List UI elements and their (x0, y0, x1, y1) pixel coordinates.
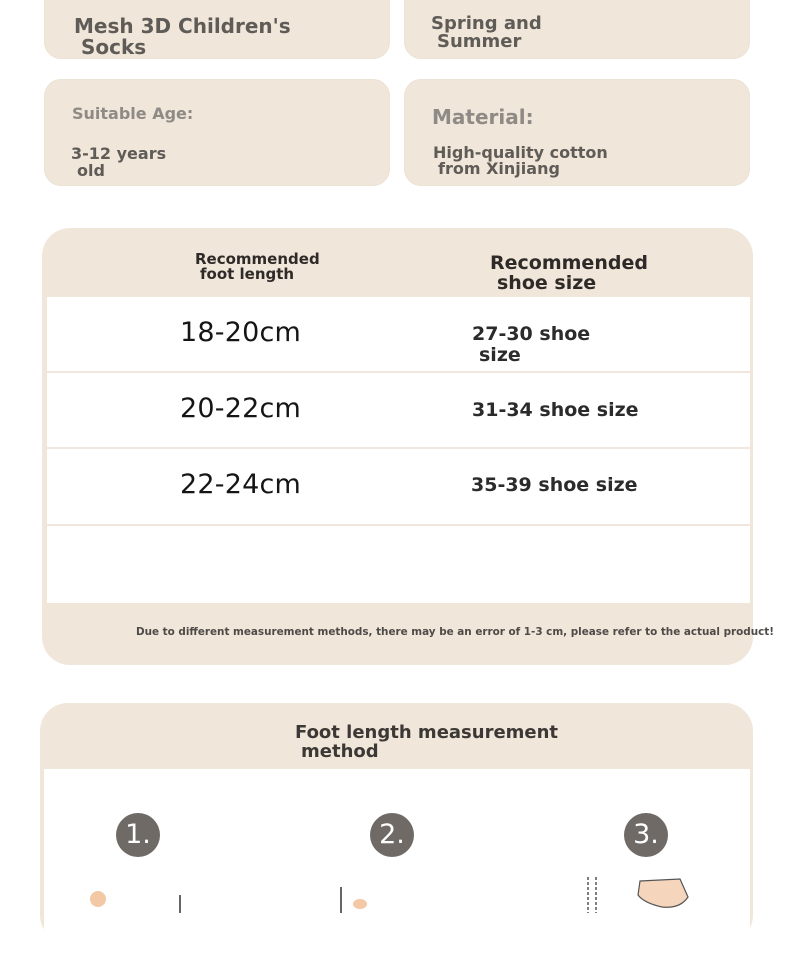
foot-length-header-line-2: foot length (200, 265, 295, 283)
foot-length-cell: 22-24cm (180, 469, 302, 500)
material-value-line-2: from Xinjiang (438, 159, 560, 178)
foot-length-header-line-1: Recommended (195, 250, 320, 268)
product-name-line-2: Socks (81, 35, 147, 59)
material-value-line-1: High-quality cotton (433, 143, 608, 162)
shoe-size-cell: 35-39 shoe size (471, 474, 638, 496)
table-row (47, 373, 750, 449)
season-line-1: Spring and (431, 13, 542, 34)
shoe-size-cell-line-1: 27-30 shoe (472, 323, 591, 345)
size-chart (42, 228, 774, 665)
shoe-size-header-line-2: shoe size (497, 272, 597, 294)
material-label: Material: (432, 105, 534, 129)
foot-length-cell: 18-20cm (180, 317, 302, 348)
step-badge: 1. (116, 813, 160, 857)
season-card (405, 0, 749, 58)
measurement-illustration (44, 873, 750, 913)
shoe-size-cell-line-2: size (479, 344, 521, 366)
foot-icon (90, 891, 106, 907)
step-badge: 3. (624, 813, 668, 857)
age-value-line-2: old (77, 161, 105, 180)
measurement-error-note: Due to different measurement methods, there may be an error of 1-3 cm, please refer to the actual product! (136, 626, 774, 638)
table-row (47, 297, 750, 373)
measurement-title-line-2: method (301, 741, 379, 762)
product-name-card (45, 0, 389, 58)
step-badge: 2. (370, 813, 414, 857)
material-card (405, 80, 749, 185)
empty-table-row (47, 526, 750, 602)
age-card (45, 80, 389, 185)
shoe-size-cell: 31-34 shoe size (472, 399, 639, 421)
season-line-2: Summer (437, 31, 522, 52)
foot-outline-icon (638, 879, 688, 907)
shoe-size-header-line-1: Recommended (490, 252, 648, 274)
age-value-line-1: 3-12 years (71, 144, 167, 163)
measurement-method-panel (40, 703, 753, 943)
foot-length-cell: 20-22cm (180, 393, 302, 424)
measurement-title-line-1: Foot length measurement (295, 722, 559, 743)
table-row (47, 450, 750, 526)
size-table-body (47, 297, 750, 603)
age-label: Suitable Age: (72, 104, 194, 123)
product-name-line-1: Mesh 3D Children's (74, 14, 291, 38)
heel-icon (353, 899, 367, 909)
measurement-steps-area (44, 769, 750, 969)
